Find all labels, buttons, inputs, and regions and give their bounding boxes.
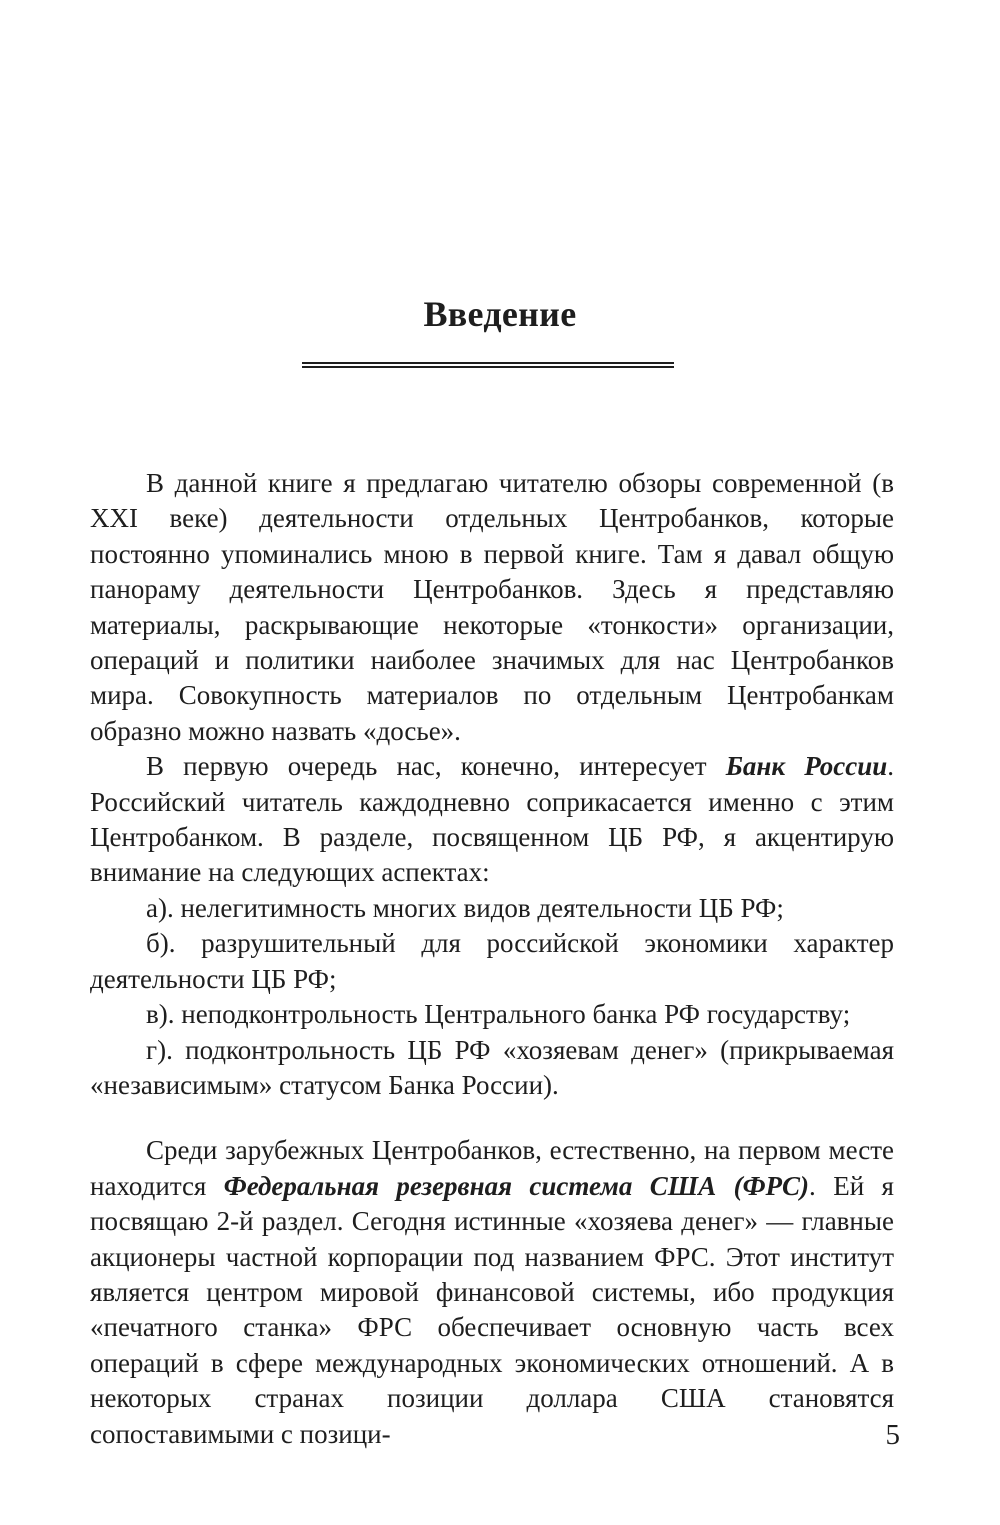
paragraph-text: В первую очередь нас, конечно, интересует [146, 751, 726, 782]
paragraph-text: . Российский читатель каждодневно соприкасается именно с этим Центробанком. В разделе, посвященном ЦБ РФ, я акцентирую внимание на следующих аспектах: [90, 751, 895, 888]
chapter-title: Введение [423, 294, 577, 335]
title-double-rule [302, 362, 674, 368]
emphasis-fed: Федеральная резервная система США (ФРС) [223, 1170, 810, 1201]
list-item-a: а). нелегитимность многих видов деятельности ЦБ РФ; [146, 892, 784, 923]
paragraph-bank-russia [90, 749, 894, 891]
paragraph-spacer [90, 1103, 894, 1133]
paragraph-fed [90, 1133, 894, 1452]
emphasis-bank-russia: Банк России [725, 751, 888, 782]
paragraph-text: Среди зарубежных Центробанков, естественно, на первом месте находится [90, 1135, 894, 1201]
chapter-body [90, 466, 894, 1452]
paragraph-text: . Ей я посвящаю 2-й раздел. Сегодня истинные «хозяева денег» — главные акционеры частной корпорации под названием ФРС. Этот институт является центром мировой финансовой системы, ибо продукция «печатного станка» ФРС обеспечивает основную часть всех операций в сфере международных экономических отношений. А в некоторых странах позиции доллара США становятся сопоставимыми с позици- [90, 1170, 894, 1449]
list-item-d: г). подконтрольность ЦБ РФ «хозяевам денег» (прикрываемая «независимым» статусом Банка России). [90, 1034, 894, 1100]
list-item-b: б). разрушительный для российской экономики характер деятельности ЦБ РФ; [90, 928, 894, 994]
page-number: 5 [885, 1419, 900, 1451]
paragraph-intro: В данной книге я предлагаю читателю обзоры современной (в XXI веке) деятельности отдельных Центробанков, которые постоянно упоминались мною в первой книге. Там я давал общую панораму деятельности Центробанков. Здесь я представляю материалы, раскрывающие некоторые «тонкости» организации, операций и политики наиболее значимых для нас Центробанков мира. Совокупность материалов по отдельным Центробанкам образно можно назвать «досье». [90, 468, 894, 746]
list-item-c: в). неподконтрольность Центрального банка РФ государству; [146, 999, 851, 1030]
